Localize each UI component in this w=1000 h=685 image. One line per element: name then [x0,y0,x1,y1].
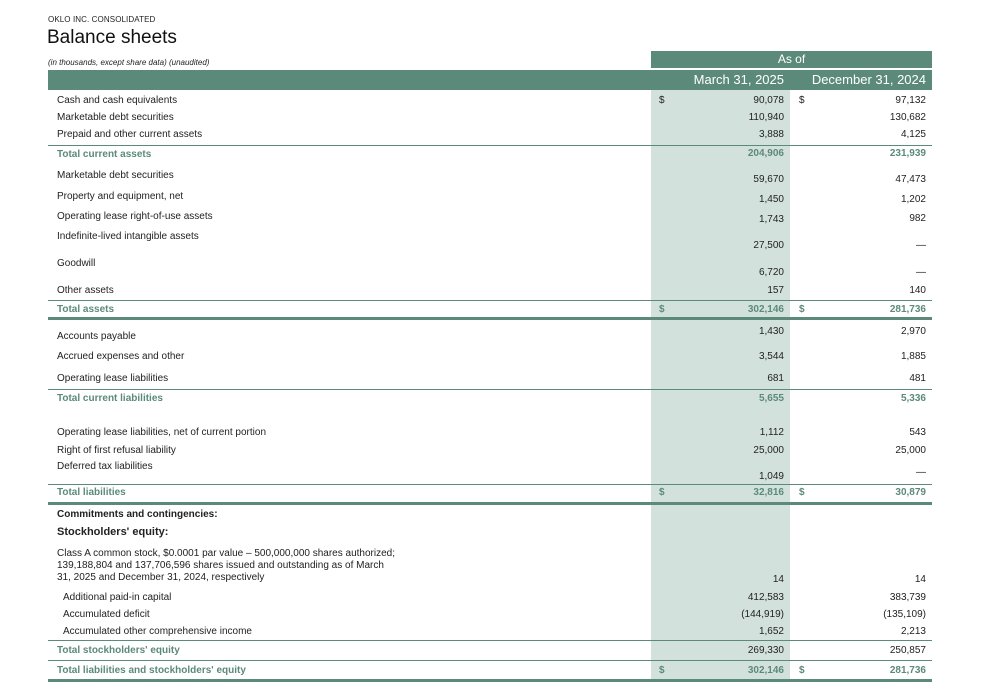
value-prior: 1,885 [900,351,926,362]
value-prior: — [916,240,926,251]
value-current: 157 [767,285,784,296]
value-prior: 130,682 [889,112,926,123]
value-prior: (135,109) [883,609,926,620]
row-divider [48,300,932,301]
value-current: 110,940 [748,112,784,123]
dollar-sign: $ [799,487,805,498]
value-prior: 982 [909,213,926,224]
row-label: Additional paid-in capital [63,592,172,603]
value-current: 302,146 [747,304,784,315]
dollar-sign: $ [799,665,805,676]
value-current: 27,500 [753,240,784,251]
value-prior: 481 [909,373,926,384]
commitments-heading: Commitments and contingencies: [57,509,218,520]
value-prior: 4,125 [900,129,926,140]
row-label: Total liabilities and stockholders' equity [57,665,246,676]
value-current: 1,049 [758,471,784,482]
row-label: Property and equipment, net [57,191,184,202]
value-current: 3,888 [758,129,784,140]
value-current: 269,330 [747,645,784,656]
value-prior: — [916,467,926,478]
row-label: Deferred tax liabilities [57,461,153,472]
row-label: Accumulated other comprehensive income [63,626,252,637]
value-current: 1,450 [758,194,784,205]
row-divider [48,484,932,485]
value-current: 1,743 [758,214,784,225]
value-current: 59,670 [753,174,784,185]
row-divider [48,660,932,661]
value-prior: — [916,267,926,278]
value-prior: 2,213 [900,626,926,637]
value-prior: 47,473 [895,174,926,185]
row-label: Class A common stock, $0.0001 par value – 500,000,000 shares authorized; 139,188,804 and 137,706,596 shares issued and outstanding as of March 31, 2025 and December 31, 2024, respectively [57,548,395,583]
row-label: Accumulated deficit [63,609,150,620]
section-divider [48,679,932,682]
value-current: 6,720 [758,267,784,278]
col-header-dec-2024: December 31, 2024 [811,72,926,87]
row-label: Operating lease liabilities, net of current portion [57,427,267,438]
value-prior: 383,739 [889,592,926,603]
dollar-sign: $ [799,95,805,106]
value-prior: 14 [914,574,926,585]
row-label: Total current liabilities [57,393,163,404]
value-current: (144,919) [741,609,784,620]
row-label: Prepaid and other current assets [57,129,203,140]
page-title: Balance sheets [47,27,177,48]
row-label: Total stockholders' equity [57,645,180,656]
row-label: Total current assets [57,149,152,160]
units-note: (in thousands, except share data) (unaudited) [48,58,210,67]
value-current: 14 [772,574,784,585]
company-name: OKLO INC. CONSOLIDATED [48,15,156,24]
value-current: 90,078 [753,95,784,106]
row-label: Indefinite-lived intangible assets [57,231,199,242]
row-label: Right of first refusal liability [57,445,176,456]
value-current: 412,583 [747,592,784,603]
value-prior: 250,857 [889,645,926,656]
row-label: Total assets [57,304,115,315]
value-prior: 1,202 [900,194,926,205]
value-current: 1,430 [758,326,784,337]
row-label: Total liabilities [57,487,126,498]
value-prior: 97,132 [895,95,926,106]
value-prior: 543 [909,427,926,438]
row-label: Marketable debt securities [57,170,174,181]
section-divider [48,317,932,320]
value-prior: 281,736 [889,304,926,315]
value-prior: 25,000 [895,445,926,456]
row-label: Operating lease liabilities [57,373,169,384]
row-label: Accounts payable [57,331,136,342]
value-prior: 5,336 [900,393,926,404]
dollar-sign: $ [659,95,665,106]
dollar-sign: $ [659,665,665,676]
value-current: 32,816 [753,487,784,498]
value-current: 1,112 [759,427,784,438]
value-prior: 2,970 [900,326,926,337]
value-current: 5,655 [758,393,784,404]
row-divider [48,145,932,146]
row-label: Cash and cash equivalents [57,95,178,106]
row-divider [48,389,932,390]
row-label: Accrued expenses and other [57,351,185,362]
value-current: 204,906 [747,148,784,159]
row-label: Goodwill [57,258,96,269]
value-current: 1,652 [758,626,784,637]
row-divider [48,640,932,641]
value-current: 25,000 [753,445,784,456]
value-prior: 30,879 [895,487,926,498]
value-current: 3,544 [758,351,784,362]
value-prior: 231,939 [889,148,926,159]
value-prior: 140 [909,285,926,296]
section-divider [48,502,932,505]
equity-heading: Stockholders' equity: [57,526,169,538]
row-label: Marketable debt securities [57,112,174,123]
value-prior: 281,736 [889,665,926,676]
row-label: Operating lease right-of-use assets [57,211,213,222]
dollar-sign: $ [659,304,665,315]
dollar-sign: $ [799,304,805,315]
col-header-march-2025: March 31, 2025 [693,72,784,87]
as-of-header: As of [651,51,932,68]
row-label: Other assets [57,285,114,296]
value-current: 302,146 [747,665,784,676]
dollar-sign: $ [659,487,665,498]
value-current: 681 [767,373,784,384]
